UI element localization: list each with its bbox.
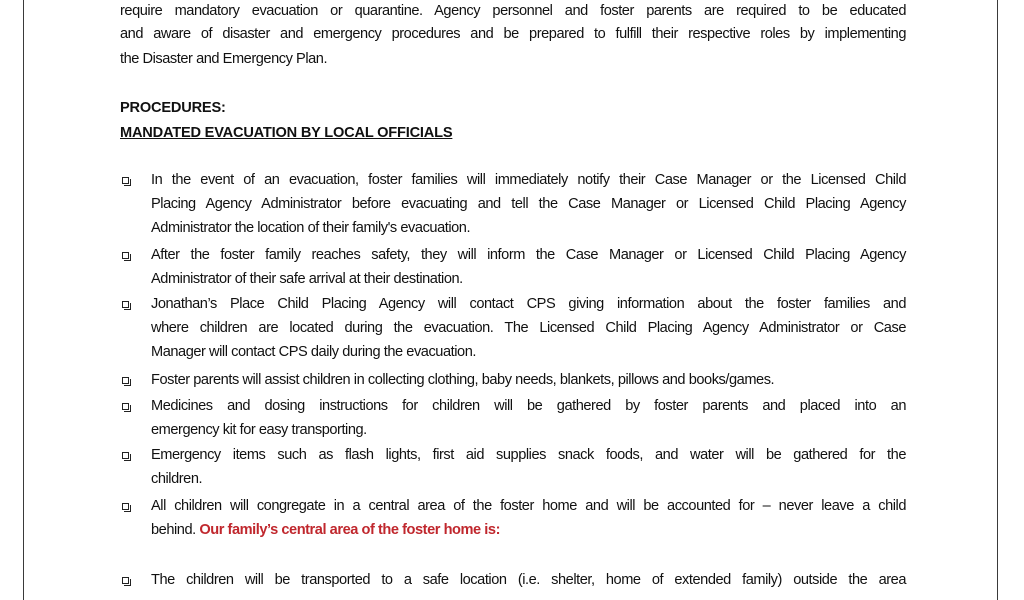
checkbox-bullet-icon bbox=[122, 577, 129, 584]
checkbox-bullet-icon bbox=[122, 403, 129, 410]
list-item-line: The children will be transported to a safe location (i.e. shelter, home of extended family) outside the area bbox=[151, 572, 906, 588]
page-left-border bbox=[23, 0, 24, 600]
list-item-line: Placing Agency Administrator before evacuating and tell the Case Manager or Licensed Child Placing Agency bbox=[151, 196, 906, 212]
list-item-line: emergency kit for easy transporting. bbox=[151, 422, 367, 438]
list-item-line: In the event of an evacuation, foster families will immediately notify their Case Manager or the Licensed Child bbox=[151, 172, 906, 188]
list-item-line: All children will congregate in a central area of the foster home and will be accounted for – never leave a child bbox=[151, 498, 906, 514]
list-item-line: Emergency items such as flash lights, first aid supplies snack foods, and water will be gathered for the bbox=[151, 447, 906, 463]
intro-line: the Disaster and Emergency Plan. bbox=[120, 51, 328, 67]
intro-line: require mandatory evacuation or quarantine. Agency personnel and foster parents are required to be educated bbox=[120, 3, 906, 19]
procedures-heading: PROCEDURES: bbox=[120, 100, 226, 116]
checkbox-bullet-icon bbox=[122, 301, 129, 308]
checkbox-bullet-icon bbox=[122, 377, 129, 384]
list-item-line bbox=[151, 518, 500, 542]
list-item-line: Jonathan’s Place Child Placing Agency will contact CPS giving information about the foster families and bbox=[151, 296, 906, 312]
list-item-line: Foster parents will assist children in collecting clothing, baby needs, blankets, pillows and books/games. bbox=[151, 372, 775, 388]
list-item-text: behind. bbox=[151, 522, 196, 538]
list-item-line: Medicines and dosing instructions for children will be gathered by foster parents and placed into an bbox=[151, 398, 906, 414]
checkbox-bullet-icon bbox=[122, 177, 129, 184]
list-item-line: Manager will contact CPS daily during the evacuation. bbox=[151, 344, 476, 360]
list-item-line: children. bbox=[151, 471, 203, 487]
list-item-line: Administrator the location of their family's evacuation. bbox=[151, 220, 471, 236]
list-item-line: where children are located during the evacuation. The Licensed Child Placing Agency Administrator or Case bbox=[151, 320, 906, 336]
section-heading: MANDATED EVACUATION BY LOCAL OFFICIALS bbox=[120, 125, 453, 141]
central-area-prompt: Our family’s central area of the foster home is: bbox=[199, 522, 500, 538]
checkbox-bullet-icon bbox=[122, 503, 129, 510]
intro-line: and aware of disaster and emergency procedures and be prepared to fulfill their respective roles by implementing bbox=[120, 26, 906, 42]
checkbox-bullet-icon bbox=[122, 252, 129, 259]
checkbox-bullet-icon bbox=[122, 452, 129, 459]
list-item-line: Administrator of their safe arrival at their destination. bbox=[151, 271, 463, 287]
page-right-border bbox=[997, 0, 998, 600]
list-item-line: After the foster family reaches safety, they will inform the Case Manager or Licensed Child Placing Agency bbox=[151, 247, 906, 263]
